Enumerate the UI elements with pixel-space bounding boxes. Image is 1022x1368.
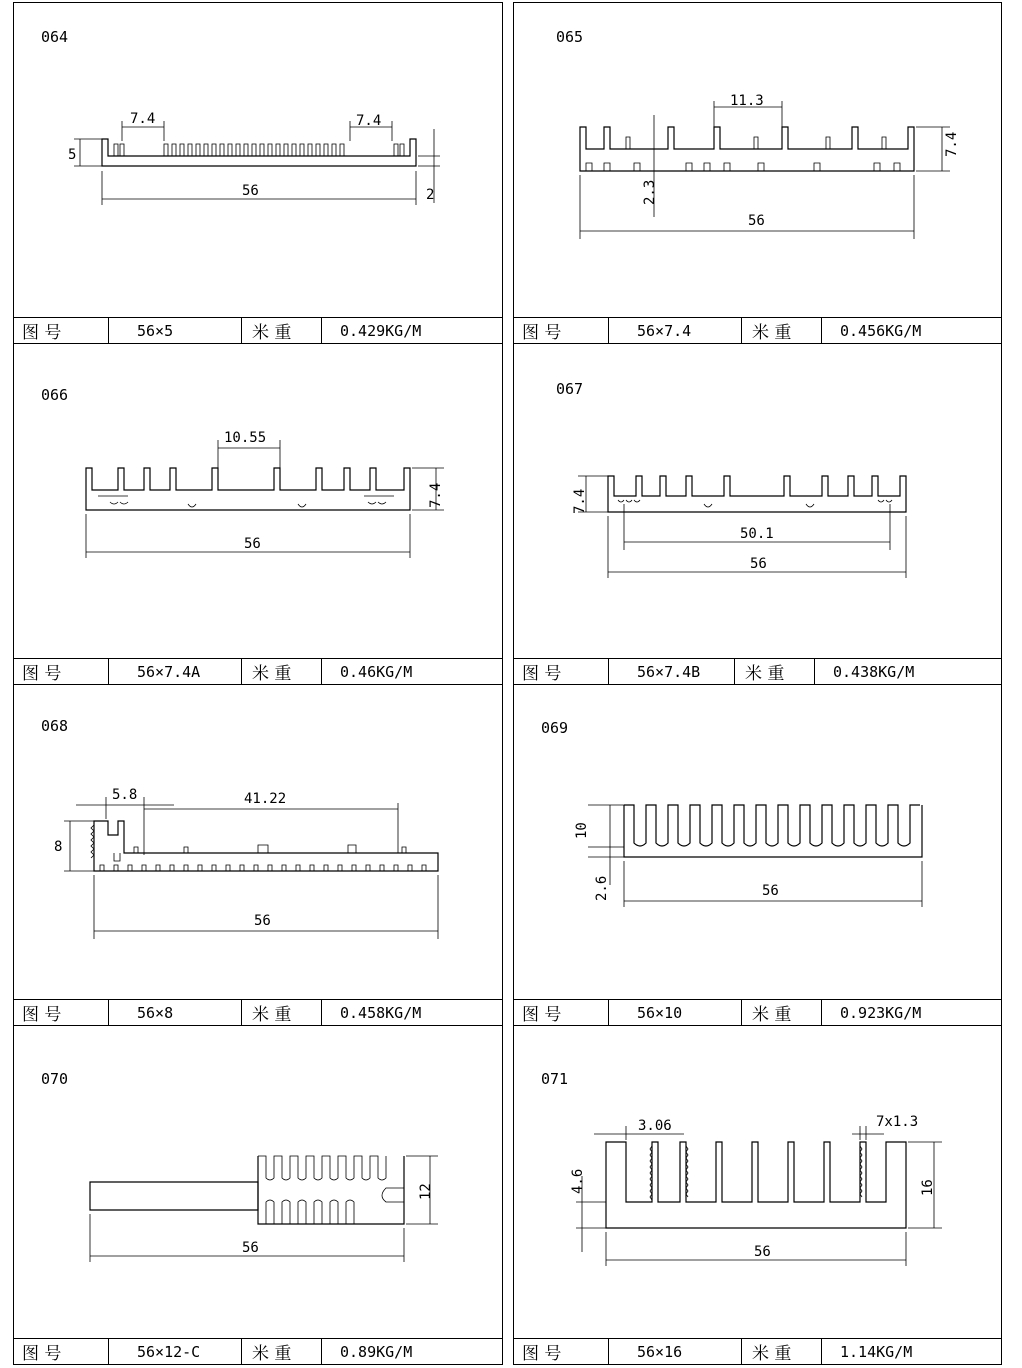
dim-label: 2.6 — [594, 875, 610, 901]
dim-label: 56 — [254, 913, 271, 929]
item-code: 064 — [41, 28, 69, 46]
figure-no-label: 图 号 — [14, 1000, 109, 1025]
info-row — [514, 317, 1001, 343]
profile-drawing-068 — [14, 685, 504, 1001]
figure-no-value: 56×7.4A — [109, 659, 242, 684]
item-code: 069 — [541, 719, 569, 737]
info-row — [14, 1338, 502, 1364]
item-code: 071 — [541, 1070, 569, 1088]
meter-weight-value: 0.438KG/M — [833, 662, 915, 681]
figure-no-label: 图 号 — [514, 659, 609, 684]
figure-no-value: 56×7.4B — [609, 659, 735, 684]
figure-no-value: 56×5 — [109, 318, 242, 343]
catalog-cell-066 — [13, 343, 503, 685]
meter-weight-value: 0.46KG/M — [340, 662, 413, 681]
item-code: 065 — [556, 28, 584, 46]
info-row — [14, 999, 502, 1025]
meter-weight-label: 米 重 — [735, 659, 815, 684]
meter-weight-value: 1.14KG/M — [840, 1342, 913, 1361]
meter-weight-label: 米 重 — [742, 318, 822, 343]
dim-label: 7.4 — [130, 111, 156, 127]
profile-drawing-067 — [514, 344, 1003, 660]
dim-label: 3.06 — [638, 1118, 672, 1134]
dim-label: 12 — [418, 1183, 434, 1200]
item-code: 067 — [556, 380, 584, 398]
dim-label: 8 — [54, 839, 63, 855]
dim-label: 56 — [244, 536, 261, 552]
figure-no-label: 图 号 — [14, 1339, 109, 1364]
meter-weight-value: 0.89KG/M — [340, 1342, 413, 1361]
profile-drawing-066 — [14, 344, 504, 660]
meter-weight-value: 0.923KG/M — [840, 1003, 922, 1022]
meter-weight-value: 0.456KG/M — [840, 321, 922, 340]
dim-label: 56 — [762, 883, 779, 899]
dim-label: 56 — [750, 556, 767, 572]
dim-label: 5 — [68, 147, 77, 163]
dim-label: 16 — [920, 1179, 936, 1196]
catalog-cell-067 — [513, 343, 1002, 685]
meter-weight-label: 米 重 — [742, 1000, 822, 1025]
figure-no-value: 56×12-C — [109, 1339, 242, 1364]
dim-label: 2.3 — [642, 179, 658, 205]
item-code: 068 — [41, 717, 69, 735]
dim-label: 4.6 — [570, 1168, 586, 1194]
catalog-cell-070 — [13, 1025, 503, 1365]
meter-weight-value: 0.458KG/M — [340, 1003, 422, 1022]
figure-no-label: 图 号 — [514, 318, 609, 343]
dim-label: 7.4 — [572, 488, 588, 514]
catalog-cell-064 — [13, 2, 503, 344]
info-row — [514, 658, 1001, 684]
figure-no-label: 图 号 — [514, 1000, 609, 1025]
info-row — [514, 1338, 1001, 1364]
dim-label: 10.55 — [224, 430, 267, 446]
figure-no-label: 图 号 — [14, 318, 109, 343]
profile-drawing-064 — [14, 3, 504, 319]
dim-label: 56 — [754, 1244, 771, 1260]
profile-drawing-065 — [514, 3, 1003, 319]
fins-064 — [114, 144, 404, 156]
profile-drawing-070 — [14, 1026, 504, 1340]
item-code: 066 — [41, 386, 69, 404]
dim-label: 10 — [574, 822, 590, 839]
dim-label: 41.22 — [244, 791, 287, 807]
dim-label: 50.1 — [740, 526, 774, 542]
figure-no-value: 56×8 — [109, 1000, 242, 1025]
figure-no-value: 56×16 — [609, 1339, 742, 1364]
meter-weight-label: 米 重 — [242, 1000, 322, 1025]
catalog-cell-068 — [13, 684, 503, 1026]
meter-weight-label: 米 重 — [242, 659, 322, 684]
meter-weight-label: 米 重 — [242, 1339, 322, 1364]
dim-label: 7x1.3 — [876, 1114, 919, 1130]
dim-label: 7.4 — [356, 113, 382, 129]
dim-label: 7.4 — [944, 131, 960, 157]
meter-weight-value: 0.429KG/M — [340, 321, 422, 340]
profile-drawing-071 — [514, 1026, 1003, 1340]
catalog-cell-069 — [513, 684, 1002, 1026]
figure-no-value: 56×10 — [609, 1000, 742, 1025]
info-row — [514, 999, 1001, 1025]
catalog-cell-065 — [513, 2, 1002, 344]
info-row — [14, 317, 502, 343]
dim-label: 56 — [242, 183, 259, 199]
info-row — [14, 658, 502, 684]
dim-label: 11.3 — [730, 93, 764, 109]
figure-no-label: 图 号 — [514, 1339, 609, 1364]
dim-label: 56 — [748, 213, 765, 229]
dim-label: 5.8 — [112, 787, 138, 803]
profile-drawing-069 — [514, 685, 1003, 1001]
item-code: 070 — [41, 1070, 69, 1088]
dim-label: 7.4 — [428, 482, 444, 508]
dim-label: 2 — [426, 187, 435, 203]
meter-weight-label: 米 重 — [242, 318, 322, 343]
figure-no-value: 56×7.4 — [609, 318, 742, 343]
figure-no-label: 图 号 — [14, 659, 109, 684]
dim-label: 56 — [242, 1240, 259, 1256]
meter-weight-label: 米 重 — [742, 1339, 822, 1364]
catalog-cell-071 — [513, 1025, 1002, 1365]
